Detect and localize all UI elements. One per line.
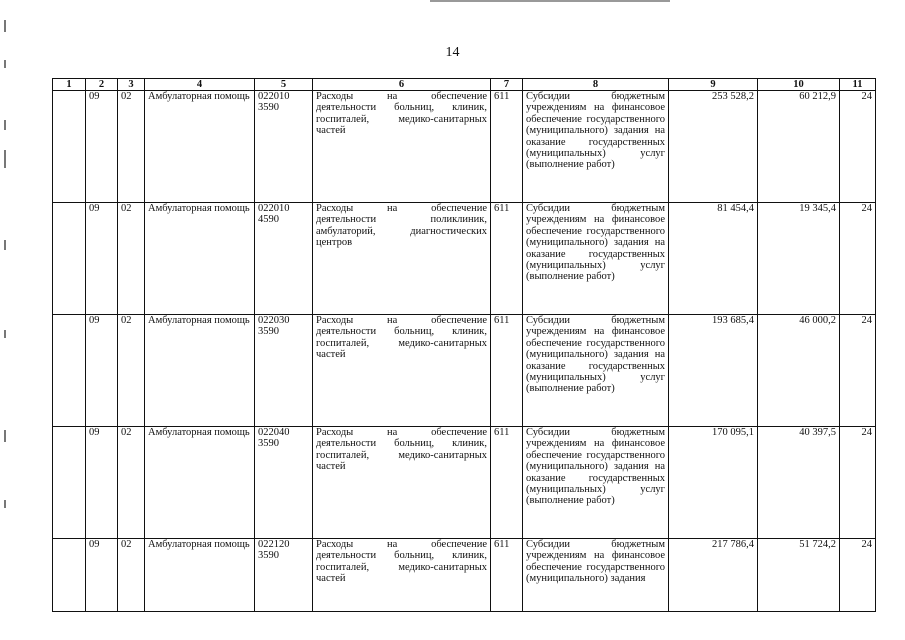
column-header: 9 bbox=[669, 79, 758, 91]
column-header: 11 bbox=[840, 79, 876, 91]
column-header: 4 bbox=[145, 79, 255, 91]
table-header-row bbox=[53, 79, 876, 91]
column-header: 3 bbox=[118, 79, 145, 91]
subsection-code: 02 bbox=[118, 203, 145, 315]
percent-value: 24 bbox=[840, 539, 876, 612]
column-header: 2 bbox=[86, 79, 118, 91]
section-code: 09 bbox=[86, 315, 118, 427]
expense-type-code: 611 bbox=[491, 427, 523, 539]
amount-period: 19 345,4 bbox=[758, 203, 840, 315]
table-row bbox=[53, 427, 876, 539]
expense-description: Расходы на обеспечение деятельности больниц, клиник, госпиталей, медико-санитарных частей bbox=[313, 91, 491, 203]
subsection-code: 02 bbox=[118, 91, 145, 203]
target-article-code: 022040 3590 bbox=[255, 427, 313, 539]
expense-type-code: 611 bbox=[491, 203, 523, 315]
row-number-cell bbox=[53, 91, 86, 203]
scan-margin-marks bbox=[4, 0, 8, 640]
row-number-cell bbox=[53, 315, 86, 427]
amount-period: 51 724,2 bbox=[758, 539, 840, 612]
amount-total: 81 454,4 bbox=[669, 203, 758, 315]
target-article-code: 022010 3590 bbox=[255, 91, 313, 203]
subsection-code: 02 bbox=[118, 427, 145, 539]
amount-period: 60 212,9 bbox=[758, 91, 840, 203]
expense-type-code: 611 bbox=[491, 91, 523, 203]
budget-table bbox=[52, 78, 876, 612]
amount-period: 40 397,5 bbox=[758, 427, 840, 539]
section-code: 09 bbox=[86, 539, 118, 612]
expense-type-code: 611 bbox=[491, 539, 523, 612]
expense-type-name bbox=[523, 539, 669, 612]
row-number-cell bbox=[53, 539, 86, 612]
column-header: 8 bbox=[523, 79, 669, 91]
row-number-cell bbox=[53, 427, 86, 539]
column-header: 1 bbox=[53, 79, 86, 91]
table-row bbox=[53, 539, 876, 612]
amount-total: 217 786,4 bbox=[669, 539, 758, 612]
subsection-name: Амбулаторная помощь bbox=[145, 539, 255, 612]
subsection-code: 02 bbox=[118, 315, 145, 427]
subsection-name: Амбулаторная помощь bbox=[145, 315, 255, 427]
percent-value: 24 bbox=[840, 203, 876, 315]
column-header: 5 bbox=[255, 79, 313, 91]
table-row bbox=[53, 315, 876, 427]
section-code: 09 bbox=[86, 427, 118, 539]
target-article-code: 022010 4590 bbox=[255, 203, 313, 315]
subsection-code: 02 bbox=[118, 539, 145, 612]
column-header: 7 bbox=[491, 79, 523, 91]
column-header: 6 bbox=[313, 79, 491, 91]
expense-description: Расходы на обеспечение деятельности больниц, клиник, госпиталей, медико-санитарных частей bbox=[313, 539, 491, 612]
amount-total: 170 095,1 bbox=[669, 427, 758, 539]
expense-description: Расходы на обеспечение деятельности больниц, клиник, госпиталей, медико-санитарных частей bbox=[313, 427, 491, 539]
page-number: 14 bbox=[445, 45, 460, 60]
target-article-code: 022030 3590 bbox=[255, 315, 313, 427]
amount-total: 253 528,2 bbox=[669, 91, 758, 203]
percent-value: 24 bbox=[840, 315, 876, 427]
expense-description: Расходы на обеспечение деятельности поликлиник, амбулаторий, диагностических центров bbox=[313, 203, 491, 315]
scan-top-line bbox=[430, 0, 670, 2]
column-header: 10 bbox=[758, 79, 840, 91]
percent-value: 24 bbox=[840, 91, 876, 203]
amount-period: 46 000,2 bbox=[758, 315, 840, 427]
section-code: 09 bbox=[86, 203, 118, 315]
subsection-name: Амбулаторная помощь bbox=[145, 91, 255, 203]
amount-total: 193 685,4 bbox=[669, 315, 758, 427]
subsection-name: Амбулаторная помощь bbox=[145, 203, 255, 315]
expense-description: Расходы на обеспечение деятельности больниц, клиник, госпиталей, медико-санитарных частей bbox=[313, 315, 491, 427]
expense-type-code: 611 bbox=[491, 315, 523, 427]
expense-type-name: Субсидии бюджетным учреждениям на финансовое обеспечение государственного (муниципального) задания на оказание государственных (муниципальных) услуг (выполнение работ) bbox=[523, 427, 669, 539]
table-row bbox=[53, 203, 876, 315]
subsection-name: Амбулаторная помощь bbox=[145, 427, 255, 539]
target-article-code: 022120 3590 bbox=[255, 539, 313, 612]
expense-type-name-text: Субсидии бюджетным учреждениям на финансовое обеспечение государственного (муниципального) задания bbox=[526, 539, 665, 585]
expense-type-name: Субсидии бюджетным учреждениям на финансовое обеспечение государственного (муниципального) задания на оказание государственных (муниципальных) услуг (выполнение работ) bbox=[523, 91, 669, 203]
expense-type-name: Субсидии бюджетным учреждениям на финансовое обеспечение государственного (муниципального) задания на оказание государственных (муниципальных) услуг (выполнение работ) bbox=[523, 203, 669, 315]
row-number-cell bbox=[53, 203, 86, 315]
section-code: 09 bbox=[86, 91, 118, 203]
percent-value: 24 bbox=[840, 427, 876, 539]
expense-type-name: Субсидии бюджетным учреждениям на финансовое обеспечение государственного (муниципального) задания на оказание государственных (муниципальных) услуг (выполнение работ) bbox=[523, 315, 669, 427]
table-row bbox=[53, 91, 876, 203]
